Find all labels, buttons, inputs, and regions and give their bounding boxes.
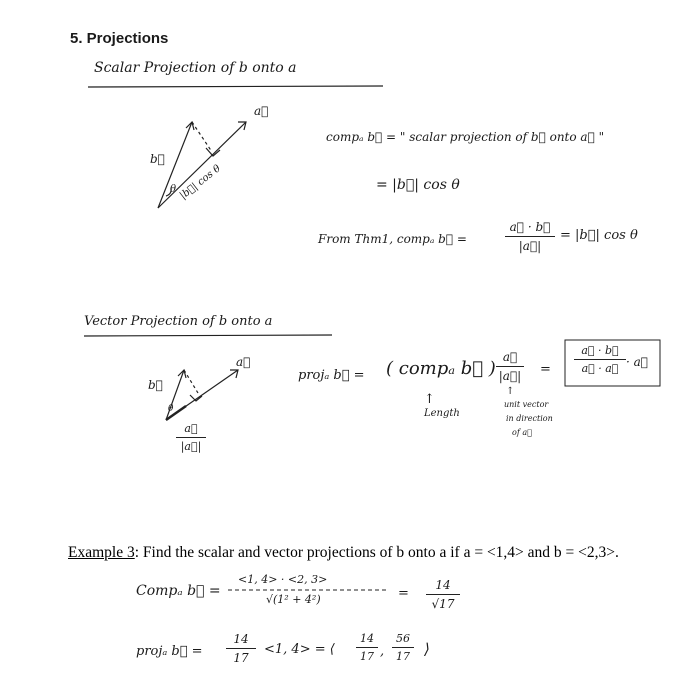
example-proj-num: 14 [233,632,249,646]
example-label: Example 3 [68,544,135,561]
section-title: 5. Projections [70,30,169,47]
vector-proj-lhs: projₐ b⃗ = [298,368,365,383]
scalar-vec-b-label: b⃗ [150,152,165,166]
vector-box-suffix: · a⃗ [626,355,648,369]
example-comp-result-num: 14 [435,578,451,592]
example-comp-result-den: √17 [431,597,455,611]
vector-diagram [166,370,238,420]
vector-diagram-unit [176,422,206,453]
vector-diagram-unit-num: a⃗ [184,422,198,435]
scalar-vec-a-label: a⃗ [254,104,269,118]
example-statement [68,544,619,562]
scalar-thm-fraction [505,220,555,253]
vector-length-arrow: ↑ [424,392,435,407]
vector-equals: = [540,362,551,377]
example-proj-close: ⟩ [424,640,430,658]
vector-box-den: a⃗ · a⃗ [581,362,619,375]
vector-heading: Vector Projection of b onto a [84,314,273,329]
vector-length-label: Length [424,408,460,419]
example-comp-den: √(1² + 4²) [266,593,321,606]
scalar-comp-definition: compₐ b⃗ = " scalar projection of b⃗ onto a⃗ " [326,130,605,144]
scalar-thm-denominator: |a⃗| [518,239,542,253]
vector-box-num: a⃗ · b⃗ [581,344,619,357]
example-proj-r1 [356,632,378,663]
example-proj-vector: <1, 4> = ⟨ [264,642,335,657]
vector-vec-b-label: b⃗ [148,378,163,392]
scalar-thm-prefix: From Thm1, compₐ b⃗ = [318,232,467,246]
scalar-angle-label: θ [170,184,177,195]
scalar-thm-suffix: = |b⃗| cos θ [560,228,638,243]
example-proj-r2-num: 56 [396,632,410,645]
scalar-comp-equation: = |b⃗| cos θ [376,177,460,193]
example-proj-den: 17 [233,651,249,665]
vector-vec-a-label: a⃗ [236,355,251,369]
vector-unit-den: |a⃗| [498,369,522,383]
vector-unit-label-3: of a⃗ [512,428,532,437]
example-proj-scalar [226,632,256,665]
example-comp-num: <1, 4> · <2, 3> [238,573,328,586]
scalar-thm-numerator: a⃗ · b⃗ [509,220,551,234]
scalar-length-label: |b⃗| cos θ [178,163,223,202]
example-comp-result [426,578,460,611]
example-proj-r2-den: 17 [396,650,410,663]
example-proj-r2 [392,632,414,663]
vector-unit-num: a⃗ [502,350,518,364]
example-proj-lhs: projₐ b⃗ = [136,644,203,659]
example-comp-equals: = [398,586,409,601]
vector-unit-label-2: in direction [506,414,553,423]
example-comp-lhs: Compₐ b⃗ = [136,583,221,599]
scalar-diagram [158,122,246,208]
vector-unit-arrow: ↑ [506,386,515,397]
example-proj-r1-num: 14 [360,632,374,645]
example-proj-comma: , [380,644,385,659]
vector-box-fraction [574,344,626,375]
vector-unit-label-1: unit vector [504,400,549,409]
example-text: : Find the scalar and vector projections of b onto a if a = <1,4> and b = <2,3>. [134,544,619,561]
vector-diagram-unit-den: |a⃗| [180,440,202,453]
vector-unit-fraction [496,350,524,383]
vector-angle-label: θ [168,404,174,414]
scalar-heading: Scalar Projection of b onto a [94,60,297,76]
example-proj-r1-den: 17 [360,650,374,663]
vector-proj-comp: ( compₐ b⃗ ) [386,358,496,379]
